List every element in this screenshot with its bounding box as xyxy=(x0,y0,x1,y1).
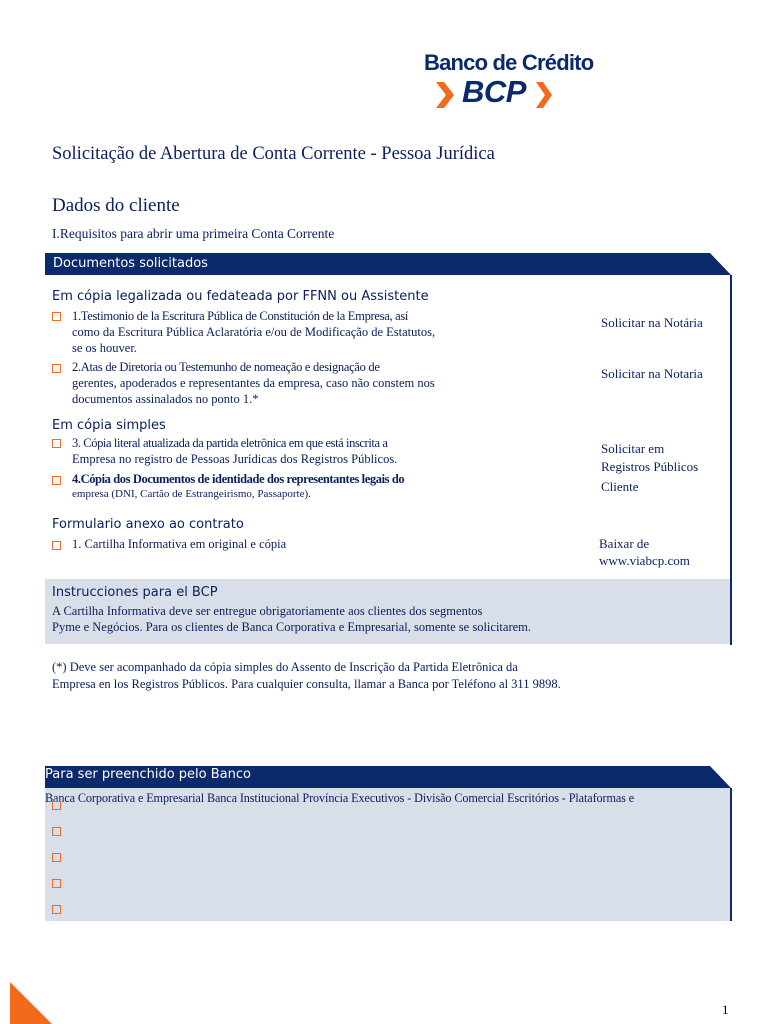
documents-bar-corner xyxy=(706,253,732,275)
item2-text xyxy=(72,359,435,407)
bank-bar-corner xyxy=(706,766,732,788)
group2-heading: Em cópia simples xyxy=(52,418,166,433)
group1-heading: Em cópia legalizada ou fedateada por FFNN ou Assistente xyxy=(52,289,429,304)
documents-bar xyxy=(45,253,707,275)
instructions-line: A Cartilha Informativa deve ser entregue obrigatoriamente aos clientes dos segmentos xyxy=(52,604,483,618)
logo-chevron-left-icon xyxy=(434,80,460,110)
section-heading: Dados do cliente xyxy=(52,195,180,216)
requirements-intro: I.Requisitos para abrir uma primeira Conta Corrente xyxy=(52,226,335,241)
item1-line: como da Escritura Pública Aclaratória e/ou de Modificação de Estatutos, xyxy=(72,325,436,339)
bank-option-checkbox[interactable] xyxy=(52,853,61,862)
page-number: 1 xyxy=(722,1002,729,1017)
bank-bar-label: Para ser preenchido pelo Banco xyxy=(45,767,251,782)
bank-option-checkbox[interactable] xyxy=(52,905,61,914)
item1-checkbox[interactable] xyxy=(52,312,61,321)
item1-line: 1.Testimonio de la Escritura Pública de Constitución de la Empresa, así xyxy=(72,309,409,323)
group2-action xyxy=(601,440,698,496)
group3-action-line: Baixar de xyxy=(599,536,650,551)
item2-line: documentos assinalados no ponto 1.* xyxy=(72,392,259,406)
item2-line: 2.Atas de Diretoria ou Testemunho de nomeação e designação de xyxy=(72,360,380,374)
item1-action: Solicitar na Notária xyxy=(601,315,703,330)
form-item1-checkbox[interactable] xyxy=(52,541,61,550)
group2-action-line: Cliente xyxy=(601,479,639,494)
instructions-panel xyxy=(45,579,730,644)
logo-bcp: BCP xyxy=(462,74,526,109)
item3-text xyxy=(72,435,397,467)
instructions-text xyxy=(52,603,531,635)
item3-checkbox[interactable] xyxy=(52,439,61,448)
instructions-heading: Instrucciones para el BCP xyxy=(52,585,218,600)
bank-option-checkbox[interactable] xyxy=(52,827,61,836)
item3-line: Empresa no registro de Pessoas Jurídicas dos Registros Públicos. xyxy=(72,452,398,466)
footnote-line: Empresa en los Registros Públicos. Para cualquier consulta, llamar a Banca por Teléfono al 311 9898. xyxy=(52,677,561,691)
bank-options-text: Banca Corporativa e Empresarial Banca Institucional Província Executivos - Divisão Comercial Escritórios - Plataformas e xyxy=(45,791,635,805)
item2-checkbox[interactable] xyxy=(52,364,61,373)
bank-panel xyxy=(45,788,730,921)
corner-triangle-decoration xyxy=(0,974,60,1024)
item4-checkbox[interactable] xyxy=(52,476,61,485)
group2-action-line: Solicitar em xyxy=(601,441,665,456)
group3-action xyxy=(599,535,690,569)
item4-small-line: empresa (DNI, Cartão de Estrangeirismo, Passaporte). xyxy=(72,488,311,500)
group3-heading: Formulario anexo ao contrato xyxy=(52,517,244,532)
logo-chevron-right-icon xyxy=(534,80,556,110)
bank-option-checkbox[interactable] xyxy=(52,801,61,810)
footnote-line: (*) Deve ser acompanhado da cópia simples do Assento de Inscrição da Partida Eletrônica da xyxy=(52,660,518,674)
item4-bold-line: 4.Cópia dos Documentos de identidade dos representantes legais do xyxy=(72,472,405,486)
bank-right-border xyxy=(730,788,732,921)
bank-bar xyxy=(45,766,707,788)
documents-right-border xyxy=(730,275,732,645)
form-item1-text: 1. Cartilha Informativa em original e cópia xyxy=(72,537,287,551)
item2-action: Solicitar na Notaria xyxy=(601,366,703,381)
download-link[interactable]: www.viabcp.com xyxy=(599,553,690,568)
item1-text xyxy=(72,308,435,356)
bank-option-checkbox[interactable] xyxy=(52,879,61,888)
bcp-logo xyxy=(420,50,610,112)
group2-action-line: Registros Públicos xyxy=(601,459,699,474)
instructions-line: Pyme e Negócios. Para os clientes de Banca Corporativa e Empresarial, somente se solicitarem. xyxy=(52,620,532,634)
footnote xyxy=(52,659,561,693)
page-title: Solicitação de Abertura de Conta Corrente - Pessoa Jurídica xyxy=(52,144,495,164)
logo-bank-name: Banco de Crédito xyxy=(424,50,594,75)
item1-line: se os houver. xyxy=(72,341,137,355)
item2-line: gerentes, apoderados e representantes da empresa, caso não constem nos xyxy=(72,376,435,390)
documents-bar-label: Documentos solicitados xyxy=(53,256,208,271)
item4-text xyxy=(72,471,404,501)
item3-line: 3. Cópia literal atualizada da partida eletrônica em que está inscrita a xyxy=(72,436,388,450)
